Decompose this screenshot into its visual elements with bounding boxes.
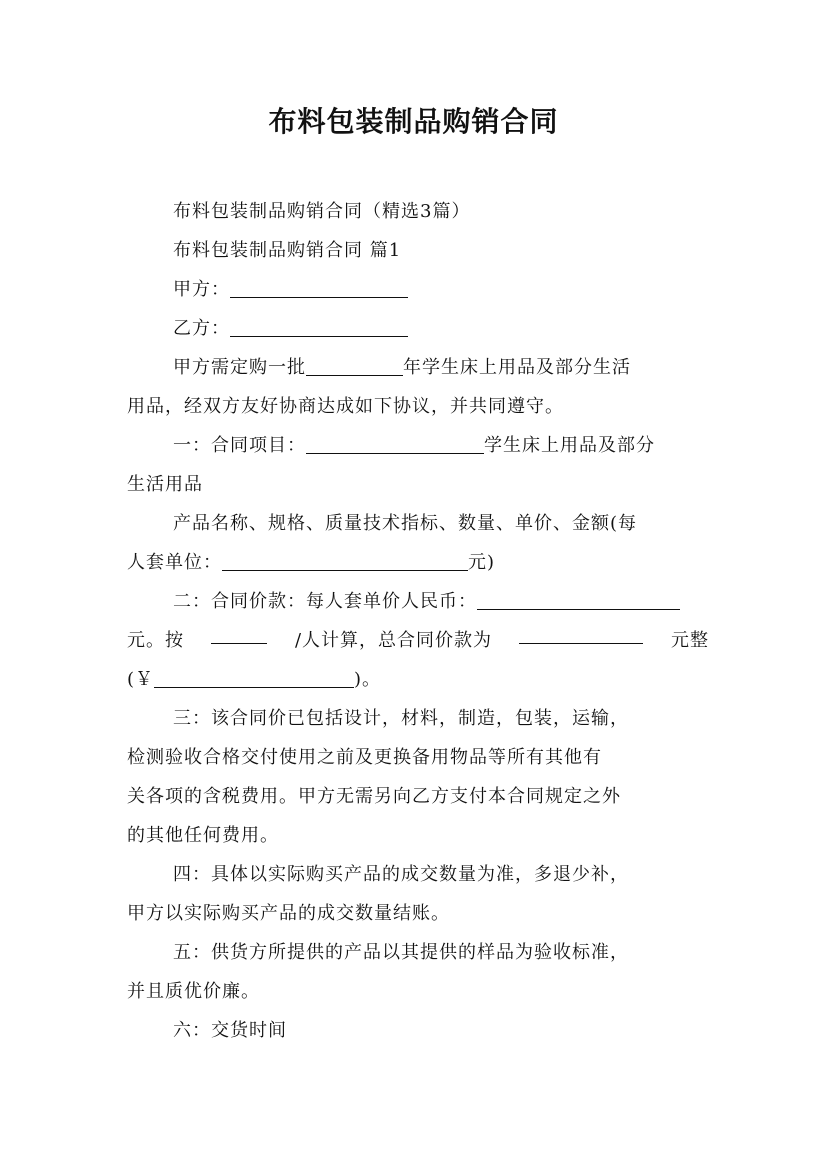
count-blank bbox=[211, 621, 267, 644]
line-clause-6: 六：交货时间 bbox=[173, 1020, 287, 1041]
party-b-label: 乙方： bbox=[173, 318, 230, 339]
text-segment: 人套单位： bbox=[127, 552, 222, 573]
line-party-a bbox=[127, 270, 709, 309]
text-segment: 元整 bbox=[670, 630, 709, 651]
document-body bbox=[127, 192, 709, 1050]
text-segment: 学生床上用品及部分 bbox=[484, 435, 655, 456]
text-segment: 年学生床上用品及部分生活 bbox=[403, 357, 631, 378]
text-segment: 一：合同项目： bbox=[173, 435, 306, 456]
unit-blank bbox=[222, 548, 468, 571]
line-clause-3-cont: 检测验收合格交付使用之前及更换备用物品等所有其他有 bbox=[127, 747, 602, 768]
line-order-intro-cont: 用品，经双方友好协商达成如下协议，并共同遵守。 bbox=[127, 396, 564, 417]
line-clause-1 bbox=[127, 426, 709, 465]
line-clause-5: 五：供货方所提供的产品以其提供的样品为验收标准， bbox=[173, 942, 629, 963]
document-title: 布料包装制品购销合同 bbox=[268, 105, 559, 138]
party-a-label: 甲方： bbox=[173, 279, 230, 300]
total-price-blank bbox=[519, 621, 643, 644]
line-clause-3-cont: 的其他任何费用。 bbox=[127, 825, 279, 846]
line-party-b bbox=[127, 309, 709, 348]
line-clause-5-cont: 并且质优价廉。 bbox=[127, 981, 260, 1002]
line-clause-3: 三：该合同价已包括设计，材料，制造，包装，运输， bbox=[173, 708, 629, 729]
line-clause-2-cont bbox=[127, 621, 709, 660]
line-unit bbox=[127, 543, 709, 582]
year-blank bbox=[306, 353, 403, 376]
line-order-intro bbox=[127, 348, 709, 387]
amount-blank bbox=[154, 665, 354, 688]
line-clause-4: 四：具体以实际购买产品的成交数量为准，多退少补， bbox=[173, 864, 629, 885]
text-segment: 二：合同价款：每人套单价人民币： bbox=[173, 591, 477, 612]
party-b-blank bbox=[230, 314, 408, 337]
text-segment: 甲方需定购一批 bbox=[173, 357, 306, 378]
text-segment: (￥ bbox=[127, 669, 155, 690]
unit-price-blank bbox=[477, 587, 680, 610]
line-clause-4-cont: 甲方以实际购买产品的成交数量结账。 bbox=[127, 903, 450, 924]
text-segment: )。 bbox=[354, 669, 382, 690]
party-a-blank bbox=[230, 275, 408, 298]
text-segment: 元) bbox=[468, 552, 496, 573]
text-segment: 元。按 bbox=[127, 630, 184, 651]
line-clause-3-cont: 关各项的含税费用。甲方无需另向乙方支付本合同规定之外 bbox=[127, 786, 621, 807]
line-product-spec: 产品名称、规格、质量技术指标、数量、单价、金额(每 bbox=[173, 513, 638, 534]
line-subtitle: 布料包装制品购销合同（精选3篇） bbox=[173, 201, 471, 222]
line-clause-2-amount bbox=[127, 660, 709, 699]
project-blank bbox=[306, 431, 484, 454]
line-article-heading: 布料包装制品购销合同 篇1 bbox=[173, 240, 402, 261]
line-clause-2 bbox=[127, 582, 709, 621]
line-clause-1-cont: 生活用品 bbox=[127, 474, 203, 495]
text-segment: /人计算，总合同价款为 bbox=[294, 630, 493, 651]
